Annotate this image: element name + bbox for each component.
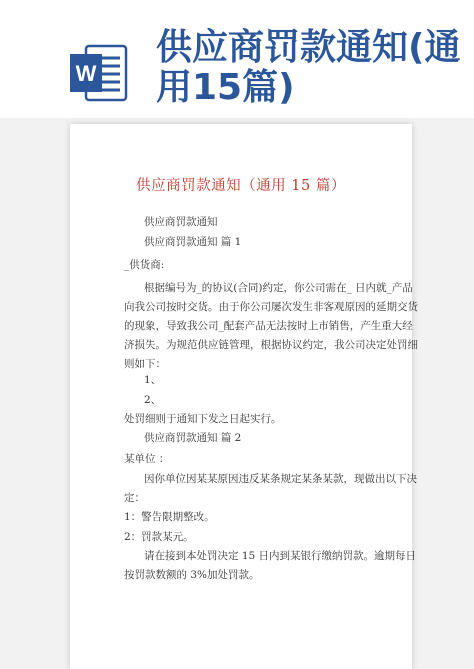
doc-line: 1：警告限期整改。 bbox=[124, 511, 215, 523]
doc-line: 供应商罚款通知 篇 2 bbox=[144, 432, 242, 444]
doc-line: 供应商罚款通知 bbox=[144, 216, 218, 228]
doc-line: 济损失。为规范供应链管理，根据协议约定，我公司决定处罚细 bbox=[124, 339, 418, 351]
document-title: 供应商罚款通知（通用 15 篇） bbox=[136, 178, 346, 194]
doc-line: 2：罚款某元。 bbox=[124, 531, 194, 543]
doc-line: 按罚款数额的 3%加处罚款。 bbox=[124, 569, 260, 581]
doc-line: 处罚细则于通知下发之日起实行。 bbox=[124, 413, 282, 425]
doc-line: 根据编号为_的协议(合同)约定，你公司需在_ 日内就_产品 bbox=[144, 282, 413, 294]
doc-line: 向我公司按时交货。由于你公司屡次发生非客观原因的延期交货 bbox=[124, 301, 418, 313]
page-header bbox=[0, 0, 474, 118]
svg-text:W: W bbox=[75, 61, 97, 86]
doc-line: _供货商: bbox=[124, 259, 165, 271]
doc-line: 定： bbox=[124, 492, 145, 504]
doc-line: 某单位 ： bbox=[124, 453, 170, 465]
doc-line: 请在接到本处罚决定 15 日内到某银行缴纳罚款。逾期每日 bbox=[144, 550, 417, 562]
doc-line: 供应商罚款通知 篇 1 bbox=[144, 236, 242, 248]
doc-line: 1、 bbox=[144, 374, 162, 386]
document-page bbox=[70, 124, 418, 669]
doc-line: 2、 bbox=[144, 394, 162, 406]
doc-line: 因你单位因某某原因违反某条规定某条某款，现做出以下决 bbox=[144, 473, 417, 485]
word-document-icon bbox=[68, 42, 128, 104]
doc-line: 则如下： bbox=[124, 358, 166, 370]
page-title: 供应商罚款通知(通用15篇) bbox=[156, 27, 461, 108]
doc-line: 的现象，导致我公司_配套产品无法按时上市销售，产生重大经 bbox=[124, 320, 413, 332]
